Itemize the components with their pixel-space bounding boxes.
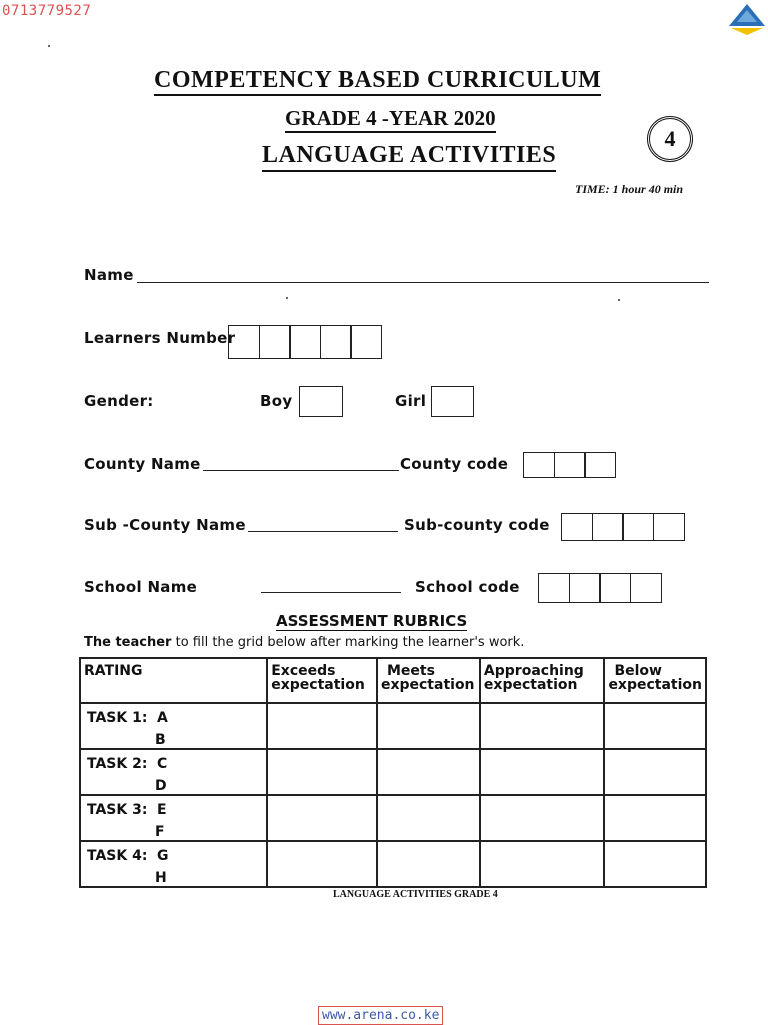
rating-cell[interactable] <box>377 703 480 749</box>
school-code-label: School code <box>415 578 520 596</box>
grade-heading: GRADE 4 -YEAR 2020 <box>285 106 496 133</box>
grade-badge: 4 <box>647 116 693 162</box>
county-code-boxes[interactable] <box>523 452 616 478</box>
digit-box[interactable] <box>599 573 631 603</box>
speck <box>48 45 50 47</box>
header-approaching-line1: Approaching <box>483 663 584 679</box>
header-meets-line1: Meets <box>386 663 435 679</box>
county-name-label: County Name <box>84 455 201 473</box>
header-exceeds <box>267 658 377 703</box>
table-row <box>80 703 706 749</box>
rating-cell[interactable] <box>267 703 377 749</box>
rating-cell[interactable] <box>604 703 706 749</box>
rating-cell[interactable] <box>480 841 605 887</box>
girl-checkbox[interactable] <box>431 386 474 417</box>
learner-number-label: Learners Number <box>84 329 236 347</box>
subject-heading: LANGUAGE ACTIVITIES <box>262 140 556 172</box>
table-row <box>80 749 706 795</box>
county-code-label: County code <box>400 455 509 473</box>
header-exceeds-line2: expectation <box>271 677 365 693</box>
school-name-field[interactable] <box>261 592 401 593</box>
digit-box[interactable] <box>653 513 685 541</box>
subcounty-name-field[interactable] <box>248 531 398 532</box>
digit-box[interactable] <box>320 325 352 359</box>
digit-box[interactable] <box>259 325 291 359</box>
time-allowed: TIME: 1 hour 40 min <box>575 182 684 196</box>
rubric-table <box>79 657 707 888</box>
rating-cell[interactable] <box>604 749 706 795</box>
subcounty-code-boxes[interactable] <box>561 513 685 541</box>
digit-box[interactable] <box>630 573 662 603</box>
rubric-instruction <box>84 635 524 650</box>
rating-cell[interactable] <box>604 795 706 841</box>
rating-cell[interactable] <box>480 703 605 749</box>
task-letter: F <box>155 824 165 840</box>
name-label: Name <box>84 266 134 284</box>
task-cell <box>80 841 267 887</box>
school-code-boxes[interactable] <box>538 573 662 603</box>
learner-number-boxes[interactable] <box>228 325 382 359</box>
header-rating: RATING <box>80 658 267 703</box>
task-label: TASK 1: <box>87 710 148 726</box>
name-field[interactable] <box>137 282 709 283</box>
digit-box[interactable] <box>289 325 321 359</box>
task-cell <box>80 749 267 795</box>
gender-label: Gender: <box>84 392 154 410</box>
header-approaching-line2: expectation <box>483 677 578 693</box>
rubric-header-row <box>80 658 706 703</box>
rating-cell[interactable] <box>267 749 377 795</box>
task-letter: D <box>155 778 167 794</box>
table-row <box>80 841 706 887</box>
header-exceeds-line1: Exceeds <box>271 663 336 679</box>
digit-box[interactable] <box>569 573 601 603</box>
header-approaching <box>480 658 605 703</box>
header-below-line1: Below <box>614 663 662 679</box>
boy-checkbox[interactable] <box>299 386 343 417</box>
school-name-label: School Name <box>84 578 198 596</box>
rating-cell[interactable] <box>480 749 605 795</box>
instruction-subject: The teacher <box>84 635 172 650</box>
instruction-text: to fill the grid below after marking the learner's work. <box>171 635 525 650</box>
task-letter: G <box>157 848 169 864</box>
digit-box[interactable] <box>523 452 555 478</box>
rating-cell[interactable] <box>480 795 605 841</box>
rating-cell[interactable] <box>377 795 480 841</box>
digit-box[interactable] <box>584 452 616 478</box>
task-letter: E <box>157 802 167 818</box>
task-label: TASK 3: <box>87 802 148 818</box>
source-url-link[interactable]: www.arena.co.ke <box>318 1006 443 1025</box>
header-meets-line2: expectation <box>380 677 475 693</box>
page-title: COMPETENCY BASED CURRICULUM <box>154 66 601 96</box>
subcounty-code-label: Sub-county code <box>404 516 550 534</box>
task-label: TASK 4: <box>87 848 148 864</box>
digit-box[interactable] <box>561 513 593 541</box>
digit-box[interactable] <box>228 325 260 359</box>
page-footer: LANGUAGE ACTIVITIES GRADE 4 <box>333 889 498 900</box>
girl-label: Girl <box>395 392 427 410</box>
rating-cell[interactable] <box>267 795 377 841</box>
digit-box[interactable] <box>538 573 570 603</box>
speck <box>618 299 620 301</box>
table-row <box>80 795 706 841</box>
task-label: TASK 2: <box>87 756 148 772</box>
header-below-line2: expectation <box>608 677 702 693</box>
task-letter: C <box>157 756 168 772</box>
digit-box[interactable] <box>554 452 586 478</box>
rating-cell[interactable] <box>377 749 480 795</box>
task-cell <box>80 795 267 841</box>
rating-cell[interactable] <box>267 841 377 887</box>
digit-box[interactable] <box>350 325 382 359</box>
subcounty-name-label: Sub -County Name <box>84 516 246 534</box>
rating-cell[interactable] <box>377 841 480 887</box>
header-below <box>604 658 706 703</box>
rating-cell[interactable] <box>604 841 706 887</box>
phone-watermark: 0713779527 <box>2 3 92 19</box>
task-letter: B <box>155 732 166 748</box>
digit-box[interactable] <box>592 513 624 541</box>
task-letter: A <box>157 710 168 726</box>
boy-label: Boy <box>260 392 293 410</box>
task-letter: H <box>155 870 167 886</box>
arena-logo-icon <box>727 2 767 36</box>
task-cell <box>80 703 267 749</box>
county-name-field[interactable] <box>203 470 399 471</box>
speck <box>286 297 288 299</box>
digit-box[interactable] <box>622 513 654 541</box>
header-meets <box>377 658 480 703</box>
rubric-title: ASSESSMENT RUBRICS <box>276 612 468 630</box>
